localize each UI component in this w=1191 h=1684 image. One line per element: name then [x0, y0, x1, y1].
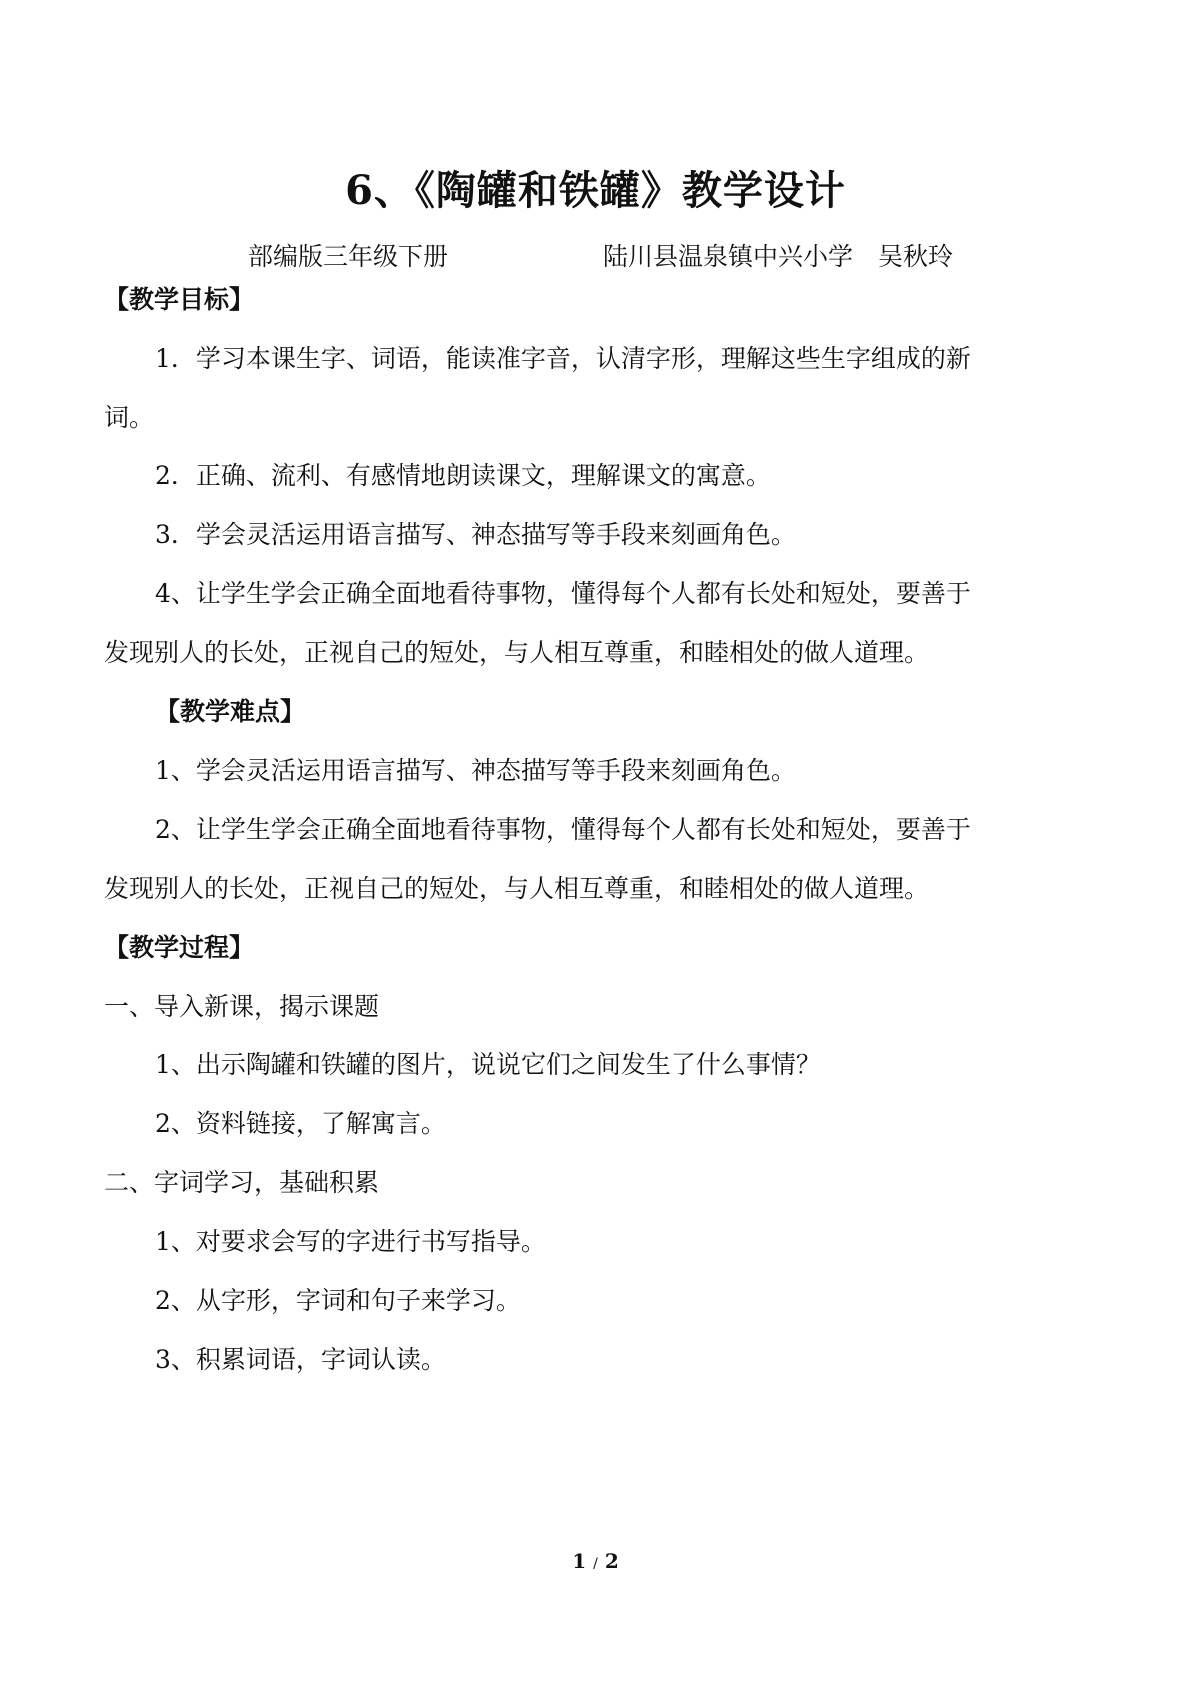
goal-line: 2．正确、流利、有感情地朗读课文，理解课文的寓意。 [155, 461, 771, 490]
difficulty-line: 1、学会灵活运用语言描写、神态描写等手段来刻画角色。 [155, 756, 796, 785]
difficulty-line: 2、让学生学会正确全面地看待事物，懂得每个人都有长处和短处，要善于 [155, 815, 971, 844]
process-step: 2、资料链接，了解寓言。 [155, 1109, 446, 1138]
page-number [0, 1548, 1191, 1577]
subtitle-author: 陆川县温泉镇中兴小学 吴秋玲 [603, 242, 954, 271]
subtitle-grade: 部编版三年级下册 [248, 242, 449, 271]
goals-heading: 【教学目标】 [104, 285, 255, 314]
process-step: 3、积累词语，字词认读。 [155, 1345, 446, 1374]
document-title: 6、《陶罐和铁罐》教学设计 [345, 167, 846, 214]
difficulty-heading: 【教学难点】 [155, 697, 306, 726]
process-heading: 【教学过程】 [104, 933, 255, 962]
difficulty-line: 发现别人的长处，正视自己的短处，与人相互尊重，和睦相处的做人道理。 [104, 874, 930, 903]
process-step: 1、出示陶罐和铁罐的图片，说说它们之间发生了什么事情？ [155, 1050, 821, 1079]
goal-line: 1．学习本课生字、词语，能读准字音，认清字形，理解这些生字组成的新 [155, 344, 971, 373]
goal-line: 词。 [104, 403, 155, 432]
goal-line: 4、让学生学会正确全面地看待事物，懂得每个人都有长处和短处，要善于 [155, 579, 971, 608]
page-current: 1 [572, 1549, 587, 1573]
page-separator: / [593, 1556, 598, 1572]
goal-line: 3．学会灵活运用语言描写、神态描写等手段来刻画角色。 [155, 520, 796, 549]
process-step: 1、对要求会写的字进行书写指导。 [155, 1227, 546, 1256]
goal-line: 发现别人的长处，正视自己的短处，与人相互尊重，和睦相处的做人道理。 [104, 638, 930, 667]
process-section-title: 一、导入新课，揭示课题 [104, 992, 380, 1021]
process-step: 2、从字形，字词和句子来学习。 [155, 1286, 521, 1315]
page-total: 2 [604, 1549, 619, 1573]
process-section-title: 二、字词学习，基础积累 [104, 1168, 380, 1197]
